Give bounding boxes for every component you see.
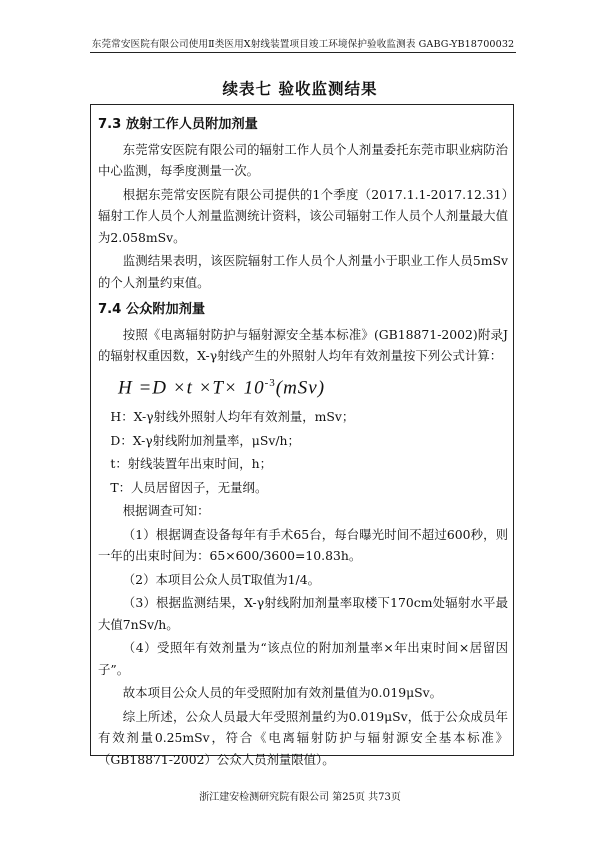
dose-formula — [118, 373, 508, 399]
paragraph: 根据东莞常安医院有限公司提供的1个季度（2017.1.1-2017.12.31）辐射工作人员个人剂量监测统计资料，该公司辐射工作人员个人剂量最大值为2.058mSv。 — [98, 186, 508, 245]
section-heading-7-3: 7.3 放射工作人员附加剂量 — [98, 117, 258, 132]
list-item: （3）根据监测结果，X-γ射线附加剂量率取楼下170cm处辐射水平最大值7nSv/h。 — [98, 595, 508, 632]
formula-exponent: -3 — [264, 376, 276, 389]
page-title: 续表七 验收监测结果 — [222, 79, 378, 98]
formula-unit: (mSv) — [275, 376, 326, 398]
definition-item: H：X-γ射线外照射人均年有效剂量，mSv； — [110, 409, 355, 425]
page-header: 东莞常安医院有限公司使用Ⅱ类医用X射线装置项目竣工环境保护验收监测表 GABG-YB18700032 — [91, 39, 515, 50]
survey-intro: 根据调查可知： — [122, 503, 210, 519]
content-body — [98, 108, 508, 772]
paragraph: 东莞常安医院有限公司的辐射工作人员个人剂量委托东莞市职业病防治中心监测，每季度测量一次。 — [98, 141, 508, 178]
definition-item: D：X-γ射线附加剂量率，μSv/h； — [110, 432, 300, 448]
definition-item: t：射线装置年出束时间，h； — [110, 456, 273, 472]
result-paragraph: 故本项目公众人员的年受照附加有效剂量值为0.019μSv。 — [122, 685, 443, 701]
definition-item: T：人员居留因子，无量纲。 — [110, 479, 268, 495]
list-item: （1）根据调查设备每年有手术65台，每台曝光时间不超过600秒，则一年的出束时间为：65×600/3600=10.83h。 — [98, 526, 508, 564]
formula-main: H =D ×t ×T× 10 — [118, 376, 265, 398]
list-item: （2）本项目公众人员T取值为1/4。 — [122, 571, 320, 587]
paragraph: 监测结果表明，该医院辐射工作人员个人剂量小于职业工作人员5mSv的个人剂量约束值。 — [98, 253, 508, 290]
paragraph-intro: 按照《电离辐射防护与辐射源安全基本标准》(GB18871-2002)附录J的辐射权重因数，X-γ射线产生的外照射人均年有效剂量按下列公式计算： — [98, 326, 508, 363]
page-footer: 浙江建安检测研究院有限公司 第25页 共73页 — [199, 792, 401, 803]
conclusion-paragraph: 综上所述，公众人员最大年受照剂量约为0.019μSv，低于公众成员年有效剂量0.25mSv，符合《电离辐射防护与辐射源安全基本标准》（GB18871-2002）公众人员剂量限值）。 — [98, 708, 508, 767]
list-item: （4）受照年有效剂量为“该点位的附加剂量率×年出束时间×居留因子”。 — [98, 640, 508, 677]
header-rule — [90, 52, 516, 53]
section-heading-7-4: 7.4 公众附加剂量 — [98, 302, 206, 317]
